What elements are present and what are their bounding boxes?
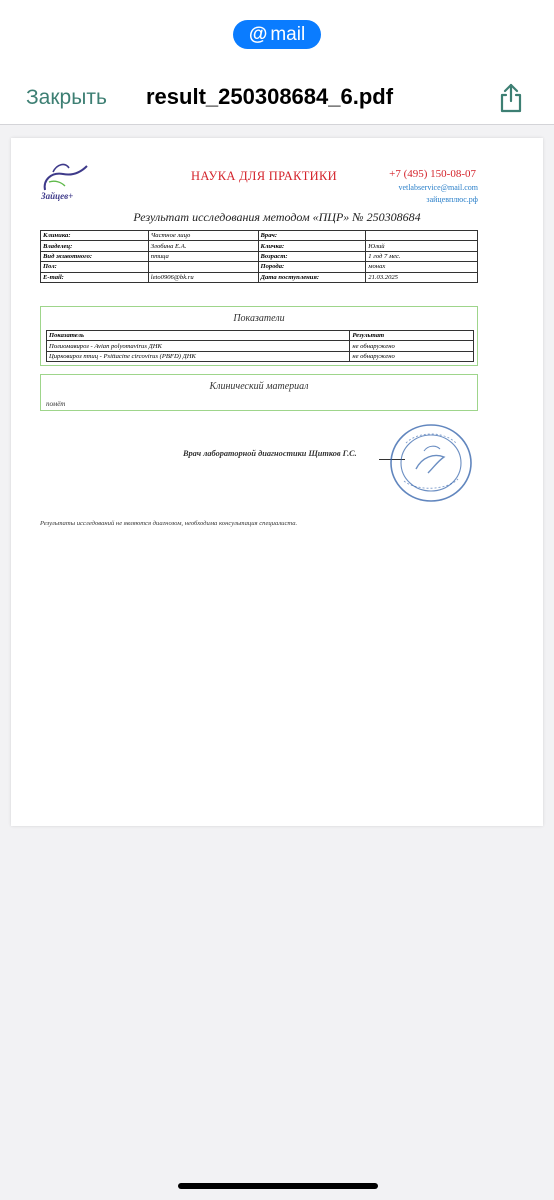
info-label: Порода:: [258, 262, 366, 272]
pdf-page: [11, 138, 543, 826]
info-value: [366, 231, 478, 241]
patient-info-table: [40, 230, 478, 283]
file-title: result_250308684_6.pdf: [146, 84, 394, 109]
info-value: 21.03.2025: [366, 272, 478, 282]
clinical-material-value: помёт: [46, 400, 66, 408]
logo-text: Зайцев+: [41, 191, 74, 201]
info-label: Вид животного:: [41, 251, 149, 261]
back-to-mail-button[interactable]: [233, 20, 321, 49]
info-value: Юлий: [366, 241, 478, 251]
info-label: Дата поступления:: [258, 272, 366, 282]
lab-website[interactable]: зайцевплюс.рф: [426, 195, 478, 204]
info-value: монах: [366, 262, 478, 272]
indicator-result: не обнаружено: [350, 341, 474, 351]
table-row: [47, 351, 474, 361]
info-label: Клиника:: [41, 231, 149, 241]
info-value: Злобина Е.А.: [148, 241, 258, 251]
lab-email[interactable]: vetlabservice@mail.com: [398, 183, 478, 192]
info-value[interactable]: leto0906@bk.ru: [148, 272, 258, 282]
indicators-table: [46, 330, 474, 362]
close-button[interactable]: Закрыть: [26, 86, 107, 109]
clinical-material-title: Клинический материал: [209, 381, 309, 392]
table-row: [41, 272, 478, 282]
at-icon: @: [248, 23, 268, 45]
clinical-material-section: [40, 374, 478, 411]
info-label: Возраст:: [258, 251, 366, 261]
info-value: [148, 262, 258, 272]
table-row: [47, 341, 474, 351]
indicator-name: Полиомавироз - Avian polyomavirus ДНК: [47, 341, 350, 351]
lab-phone[interactable]: +7 (495) 150-08-07: [389, 168, 476, 180]
table-row: [41, 241, 478, 251]
home-indicator[interactable]: [178, 1183, 378, 1189]
table-row: [41, 262, 478, 272]
info-value: 1 год 7 мес.: [366, 251, 478, 261]
lab-logo: [39, 160, 93, 202]
disclaimer-footnote: Результаты исследований не являются диагнозом, необходима консультация специалиста.: [40, 520, 298, 527]
indicators-section: [40, 306, 478, 366]
indicators-title: Показатели: [233, 313, 285, 324]
info-label: Врач:: [258, 231, 366, 241]
top-navigation-bar: [0, 0, 554, 125]
table-header-row: [47, 331, 474, 341]
lab-name: НАУКА ДЛЯ ПРАКТИКИ: [191, 169, 337, 183]
stamp-icon: [386, 421, 476, 506]
indicator-name: Цирковироз птиц - Psittacine circovirus (PBFD) ДНК: [47, 351, 350, 361]
indicator-result: не обнаружено: [350, 351, 474, 361]
column-header-result: Результат: [350, 331, 474, 341]
share-icon[interactable]: [497, 82, 525, 114]
info-value: Частное лицо: [148, 231, 258, 241]
table-row: [41, 251, 478, 261]
table-row: [41, 231, 478, 241]
info-label: E-mail:: [41, 272, 149, 282]
column-header-indicator: Показатель: [47, 331, 350, 341]
doctor-signature-line: Врач лабораторной диагностики Щитков Г.С.: [183, 449, 357, 458]
info-value: птица: [148, 251, 258, 261]
mail-label: mail: [270, 23, 306, 45]
info-label: Владелец:: [41, 241, 149, 251]
report-title: Результат исследования методом «ПЦР» № 250308684: [133, 210, 421, 224]
info-label: Кличка:: [258, 241, 366, 251]
info-label: Пол:: [41, 262, 149, 272]
